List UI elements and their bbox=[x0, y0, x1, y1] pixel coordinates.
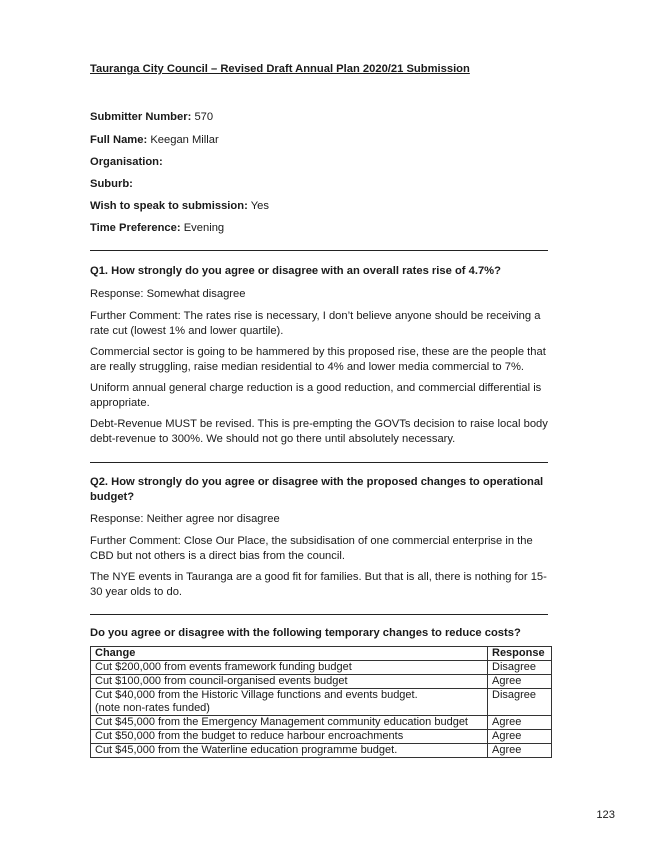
meta-time-preference: Time Preference: Evening bbox=[90, 222, 225, 234]
column-header-change: Change bbox=[91, 647, 488, 661]
response-cell: Agree bbox=[488, 675, 552, 689]
page-number: 123 bbox=[596, 809, 615, 821]
table-row bbox=[91, 730, 552, 744]
table-row bbox=[91, 675, 552, 689]
q1-paragraph: Commercial sector is going to be hammered by this proposed rise, these are the people that are really struggling, raise median residential to 4% and lower media commercial to 7%. bbox=[90, 346, 546, 373]
response-cell: Agree bbox=[488, 744, 552, 758]
change-cell: Cut $50,000 from the budget to reduce harbour encroachments bbox=[91, 730, 488, 744]
meta-full-name: Full Name: Keegan Millar bbox=[90, 134, 219, 146]
q2-paragraph: The NYE events in Tauranga are a good fit for families. But that is all, there is nothing for 15-30 year olds to do. bbox=[90, 571, 547, 598]
q1-response: Response: Somewhat disagree bbox=[90, 288, 246, 300]
table-row bbox=[91, 689, 552, 716]
meta-suburb: Suburb: bbox=[90, 178, 133, 190]
q1-question: Q1. How strongly do you agree or disagree with an overall rates rise of 4.7%? bbox=[90, 265, 501, 277]
change-cell bbox=[91, 689, 488, 716]
document-title: Tauranga City Council – Revised Draft Annual Plan 2020/21 Submission bbox=[90, 63, 470, 75]
meta-wish-to-speak: Wish to speak to submission: Yes bbox=[90, 200, 269, 212]
table-row bbox=[91, 716, 552, 730]
table-row bbox=[91, 744, 552, 758]
change-cell: Cut $200,000 from events framework funding budget bbox=[91, 661, 488, 675]
q1-paragraph: Uniform annual general charge reduction is a good reduction, and commercial differential is appropriate. bbox=[90, 382, 542, 409]
response-cell: Agree bbox=[488, 730, 552, 744]
column-header-response: Response bbox=[488, 647, 552, 661]
change-text: Cut $40,000 from the Historic Village functions and events budget. bbox=[95, 689, 418, 701]
change-cell: Cut $45,000 from the Emergency Management community education budget bbox=[91, 716, 488, 730]
q2-question: Q2. How strongly do you agree or disagree with the proposed changes to operational budget? bbox=[90, 476, 544, 503]
meta-organisation: Organisation: bbox=[90, 156, 163, 168]
response-cell: Agree bbox=[488, 716, 552, 730]
meta-submitter-number: Submitter Number: 570 bbox=[90, 111, 214, 123]
table-row bbox=[91, 661, 552, 675]
table-header-row bbox=[91, 647, 552, 661]
section-divider bbox=[90, 462, 548, 463]
section-divider bbox=[90, 614, 548, 615]
change-note: (note non-rates funded) bbox=[95, 702, 210, 714]
response-cell: Disagree bbox=[488, 661, 552, 675]
q1-paragraph: Debt-Revenue MUST be revised. This is pre-empting the GOVTs decision to raise local body debt-revenue to 300%. We should not go there until absolutely necessary. bbox=[90, 418, 548, 445]
q2-comment: Further Comment: Close Our Place, the subsidisation of one commercial enterprise in the CBD but not others is a direct bias from the council. bbox=[90, 535, 533, 562]
change-cell: Cut $100,000 from council-organised events budget bbox=[91, 675, 488, 689]
cost-changes-table bbox=[90, 646, 552, 758]
change-cell: Cut $45,000 from the Waterline education programme budget. bbox=[91, 744, 488, 758]
q1-comment: Further Comment: The rates rise is necessary, I don’t believe anyone should be receiving a rate cut (lowest 1% and lower quartile). bbox=[90, 310, 541, 337]
response-cell: Disagree bbox=[488, 689, 552, 716]
q2-response: Response: Neither agree nor disagree bbox=[90, 513, 280, 525]
section-divider bbox=[90, 250, 548, 251]
q3-question: Do you agree or disagree with the following temporary changes to reduce costs? bbox=[90, 627, 521, 639]
